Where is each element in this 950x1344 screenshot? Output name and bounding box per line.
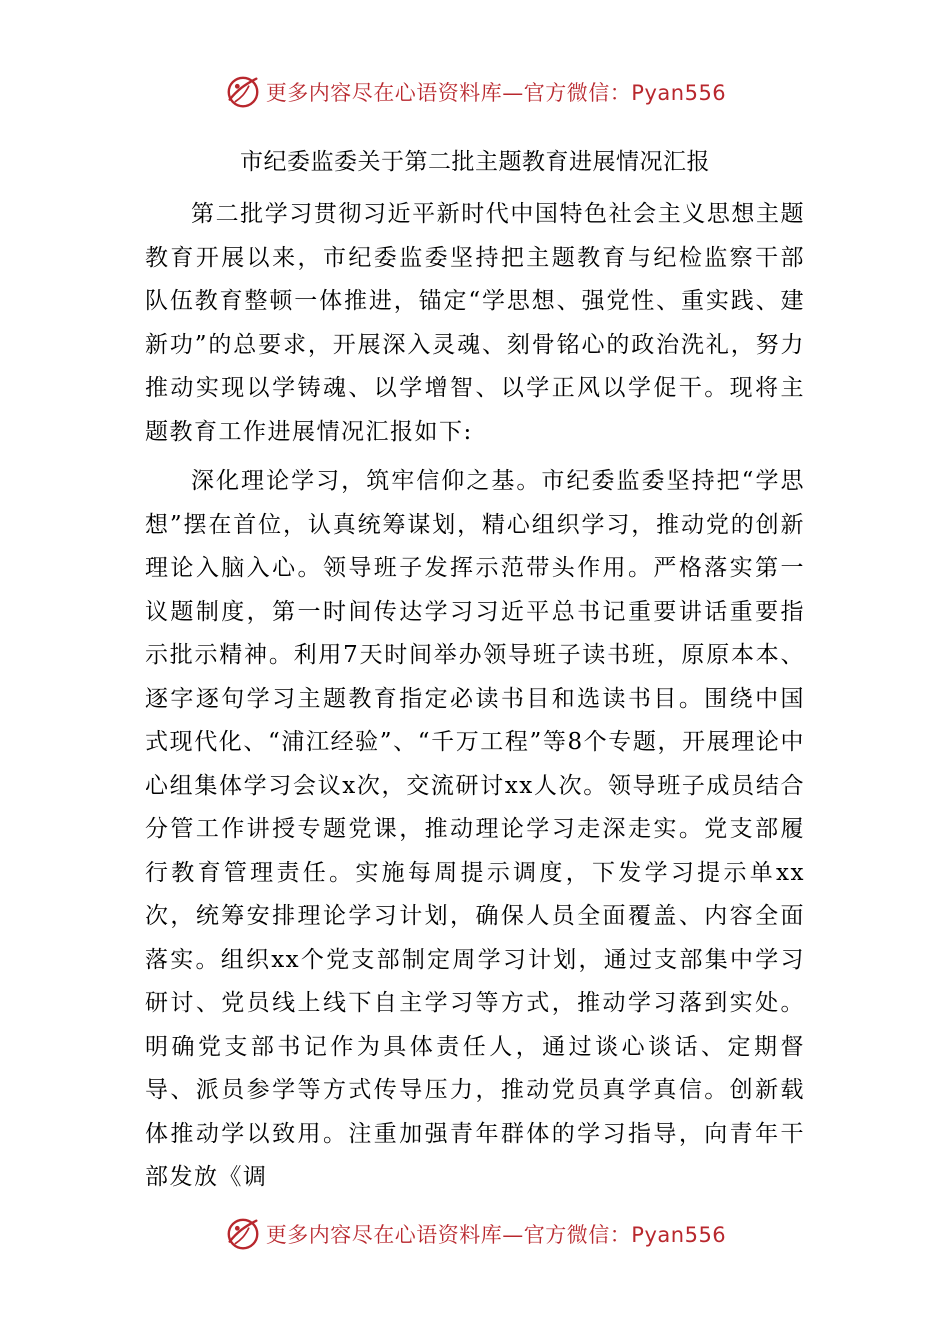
brand-logo-icon [224, 1215, 262, 1253]
document-title: 市纪委监委关于第二批主题教育进展情况汇报 [240, 149, 710, 175]
footer-banner [0, 1212, 950, 1256]
header-banner-text: 更多内容尽在心语资料库—官方微信：Pyan556 [265, 81, 727, 105]
document-body [145, 193, 805, 1206]
brand-logo-icon [224, 73, 262, 111]
footer-banner-text: 更多内容尽在心语资料库—官方微信：Pyan556 [265, 1223, 727, 1247]
header-banner [0, 70, 950, 114]
paragraph-theory-study: 深化理论学习，筑牢信仰之基。市纪委监委坚持把“学思想”摆在首位，认真统筹谋划，精心组织学习，推动党的创新理论入脑入心。领导班子发挥示范带头作用。严格落实第一议题制度，第一时间传达学习习近平总书记重要讲话重要指示批示精神。利用7天时间举办领导班子读书班，原原本本、逐字逐句学习主题教育指定必读书目和选读书目。围绕中国式现代化、“浦江经验”、“千万工程”等8个专题，开展理论中心组集体学习会议x次，交流研讨xx人次。领导班子成员结合分管工作讲授专题党课，推动理论学习走深走实。党支部履行教育管理责任。实施每周提示调度，下发学习提示单xx次，统筹安排理论学习计划，确保人员全面覆盖、内容全面落实。组织xx个党支部制定周学习计划，通过支部集中学习研讨、党员线上线下自主学习等方式，推动学习落到实处。明确党支部书记作为具体责任人，通过谈心谈话、定期督导、派员参学等方式传导压力，推动党员真学真信。创新载体推动学以致用。注重加强青年群体的学习指导，向青年干部发放《调 [145, 468, 805, 1190]
paragraph-intro: 第二批学习贯彻习近平新时代中国特色社会主义思想主题教育开展以来，市纪委监委坚持把主题教育与纪检监察干部队伍教育整顿一体推进，锚定“学思想、强党性、重实践、建新功”的总要求，开展深入灵魂、刻骨铭心的政治洗礼，努力推动实现以学铸魂、以学增智、以学正风以学促干。现将主题教育工作进展情况汇报如下: [145, 201, 805, 445]
